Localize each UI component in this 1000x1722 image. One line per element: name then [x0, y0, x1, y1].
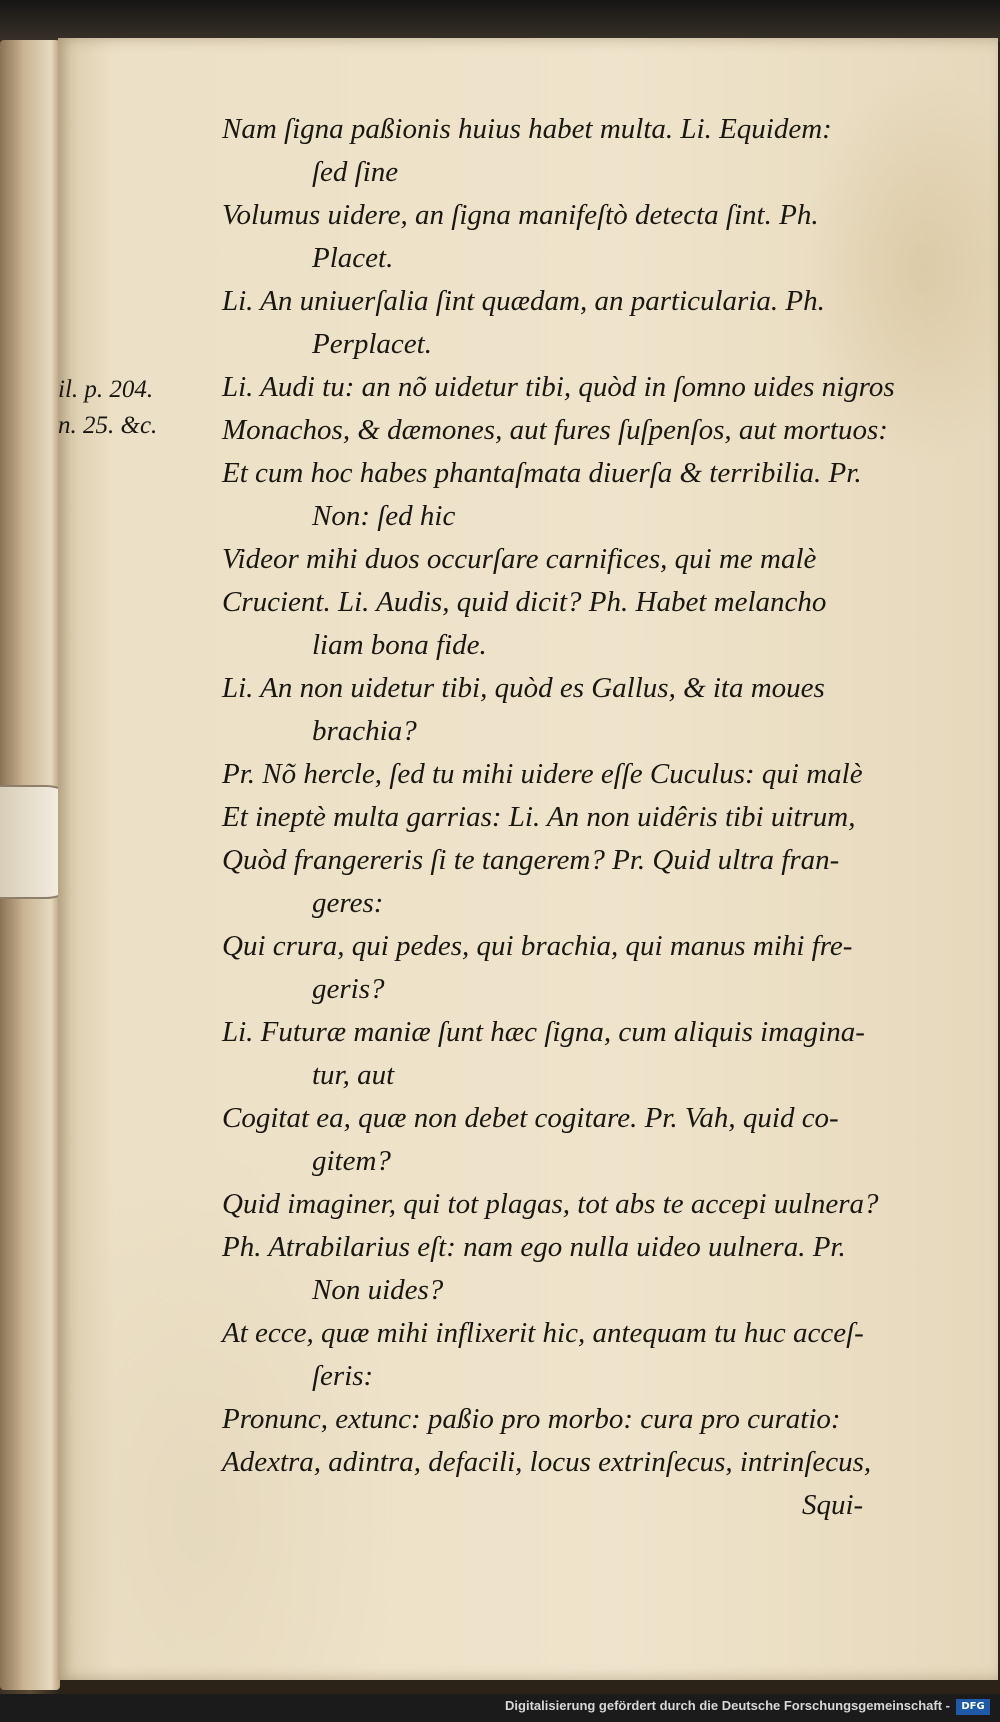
text-line: Li. Audi tu: an nõ uidetur tibi, quòd in ſomno uides nigros: [222, 371, 895, 403]
text-line: Crucient. Li. Audis, quid dicit? Ph. Habet melancho: [222, 586, 827, 618]
dfg-logo: DFG: [956, 1699, 990, 1715]
text-line: tur, aut: [312, 1059, 395, 1091]
text-line: Pr. Nõ hercle, ſed tu mihi uidere eſſe Cuculus: qui malè: [222, 758, 863, 790]
marginal-note-line: il. p. 204.: [58, 376, 154, 403]
text-line: ſed ſine: [312, 156, 399, 188]
marginal-note: [58, 372, 157, 444]
top-shadow: [0, 0, 1000, 42]
text-line: Adextra, adintra, defacili, locus extrinſecus, intrinſecus,: [222, 1446, 872, 1478]
text-line: geris?: [312, 973, 385, 1005]
text-line: Li. An non uidetur tibi, quòd es Gallus, & ita moues: [222, 672, 825, 704]
text-line: Nam ſigna paßionis huius habet multa. Li. Equidem:: [222, 113, 832, 145]
page-text: [222, 108, 982, 1527]
text-line: Pronunc, extunc: paßio pro morbo: cura pro curatio:: [222, 1403, 841, 1435]
text-line: Qui crura, qui pedes, qui brachia, qui manus mihi fre-: [222, 930, 853, 962]
text-line: Quid imaginer, qui tot plagas, tot abs te accepi uulnera?: [222, 1188, 879, 1220]
text-line: Li. An uniuerſalia ſint quædam, an particularia. Ph.: [222, 285, 825, 317]
text-line: brachia?: [312, 715, 417, 747]
text-line: gitem?: [312, 1145, 391, 1177]
text-line: Perplacet.: [312, 328, 432, 360]
footer-credit: Digitalisierung gefördert durch die Deutsche Forschungsgemeinschaft -: [505, 1698, 950, 1713]
text-line: Et cum hoc habes phantaſmata diuerſa & terribilia. Pr.: [222, 457, 862, 489]
text-line: Placet.: [312, 242, 394, 274]
text-line: Non uides?: [312, 1274, 444, 1306]
text-line: Non: ſed hic: [312, 500, 456, 532]
text-line: At ecce, quæ mihi inflixerit hic, antequam tu huc acceſ-: [222, 1317, 864, 1349]
text-line: Et ineptè multa garrias: Li. An non uidêris tibi uitrum,: [222, 801, 856, 833]
text-line: geres:: [312, 887, 384, 919]
text-line: ſeris:: [312, 1360, 374, 1392]
text-line: Cogitat ea, quæ non debet cogitare. Pr. Vah, quid co-: [222, 1102, 839, 1134]
text-line: liam bona fide.: [312, 629, 487, 661]
text-line: Quòd frangereris ſi te tangerem? Pr. Quid ultra fran-: [222, 844, 840, 876]
book-cover-edge: [0, 40, 60, 1690]
text-line: Videor mihi duos occurſare carnifices, qui me malè: [222, 543, 817, 575]
marginal-note-line: n. 25. &c.: [58, 412, 158, 439]
catchword: Squi-: [802, 1489, 864, 1521]
text-line: Li. Futuræ maniæ ſunt hæc ſigna, cum aliquis imagina-: [222, 1016, 865, 1048]
text-line: Ph. Atrabilarius eſt: nam ego nulla uideo uulnera. Pr.: [222, 1231, 846, 1263]
footer-bar: [0, 1694, 1000, 1722]
text-line: Monachos, & dæmones, aut fures ſuſpenſos, aut mortuos:: [222, 414, 888, 446]
text-line: Volumus uidere, an ſigna manifeſtò detecta ſint. Ph.: [222, 199, 819, 231]
